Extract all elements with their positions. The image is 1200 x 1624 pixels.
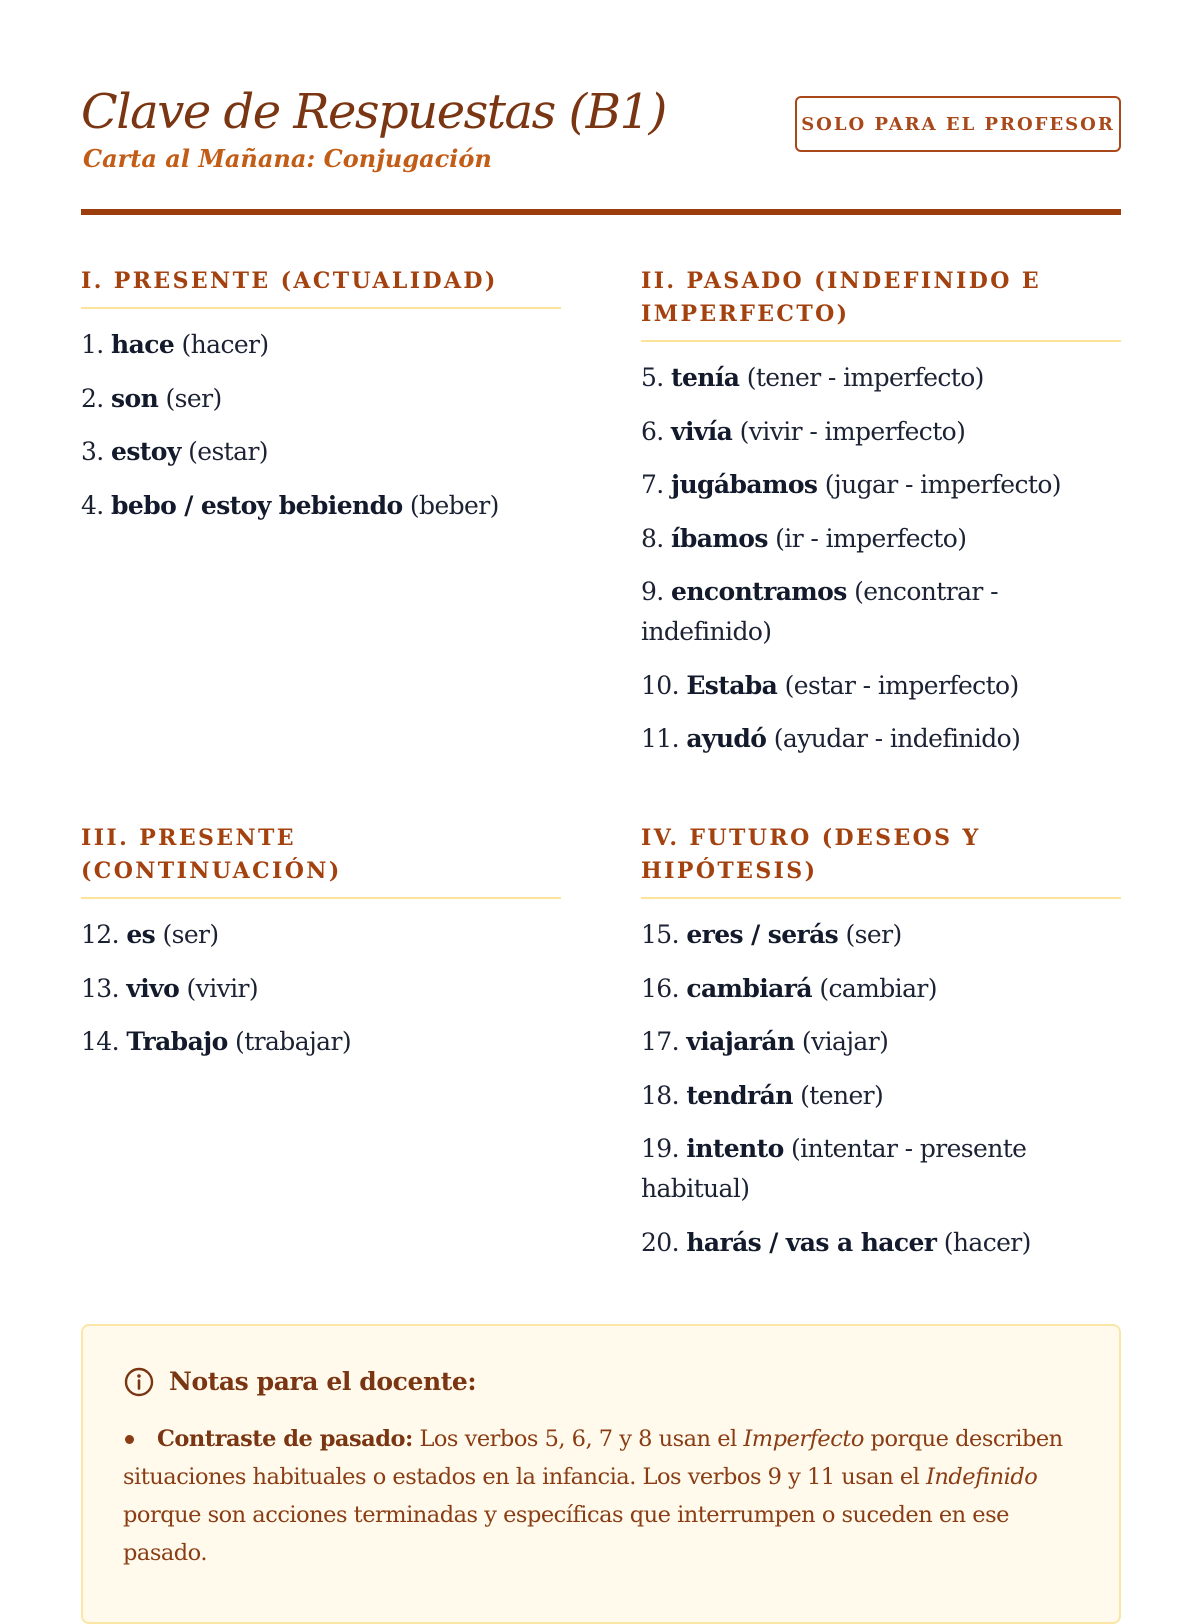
answer-verb: ayudó [686,724,767,753]
answer-item [641,719,1121,759]
answer-hint: (encontrar - indefinido) [641,577,998,646]
note-emphasis: Indefinido [926,1464,1038,1490]
answer-hint: (cambiar) [819,973,937,1003]
answer-verb: encontramos [671,577,847,606]
answer-hint: (viajar) [801,1027,889,1056]
answer-verb: vivía [671,416,733,446]
section-pasado [641,265,1121,773]
answer-item [641,1129,1121,1209]
answer-verb: eres / serás [686,920,839,949]
header-divider [81,209,1121,215]
answer-hint: (ser) [845,920,902,949]
teacher-notes [81,1324,1121,1624]
answer-verb: hace [111,330,175,359]
section-presente-actualidad [81,265,561,539]
answer-number: 13. [81,973,119,1003]
answer-hint: (estar - imperfecto) [784,670,1019,700]
answer-number: 19. [641,1134,679,1163]
section-heading: I. PRESENTE (ACTUALIDAD) [81,265,561,309]
section-presente-continuacion [81,822,561,1076]
answer-verb: jugábamos [671,470,818,499]
answer-hint: (beber) [409,490,499,520]
answer-number: 7. [641,470,664,499]
answer-number: 6. [641,416,664,446]
answer-item [641,412,1121,452]
answer-number: 20. [641,1227,679,1257]
answer-item [641,969,1121,1009]
answer-item [81,432,561,472]
answer-number: 5. [641,363,664,392]
page-title: Clave de Respuestas (B1) [81,84,666,140]
answer-number: 10. [641,670,679,700]
answer-verb: viajarán [686,1027,795,1056]
answer-verb: Trabajo [126,1027,228,1056]
note-item [123,1420,1079,1572]
info-icon [123,1366,155,1398]
note-emphasis: Imperfecto [743,1426,864,1452]
answer-item [81,486,561,526]
answer-number: 12. [81,920,119,949]
teacher-only-badge: SOLO PARA EL PROFESOR [795,96,1121,152]
header [81,78,1121,218]
page-subtitle: Carta al Mañana: Conjugación [83,144,492,173]
answer-verb: es [126,920,156,949]
answer-item [641,519,1121,559]
answer-list [641,358,1121,759]
answer-item [641,1076,1121,1116]
answer-item [641,465,1121,505]
section-heading: II. PASADO (INDEFINIDO E IMPERFECTO) [641,265,1121,342]
answer-number: 15. [641,920,679,949]
notes-header [123,1362,1079,1402]
answer-number: 1. [81,330,104,359]
note-text: Los verbos 5, 6, 7 y 8 usan el [412,1426,744,1452]
answer-item [81,325,561,365]
answer-number: 18. [641,1080,679,1110]
answer-item [81,915,561,955]
answer-item [641,666,1121,706]
answer-hint: (estar) [188,437,268,466]
answer-hint: (intentar - presente habitual) [641,1134,1027,1203]
answer-number: 3. [81,437,104,466]
section-futuro [641,822,1121,1276]
answer-hint: (tener - imperfecto) [746,363,984,392]
answer-list [81,325,561,526]
answer-verb: Estaba [686,670,778,700]
answer-verb: son [111,383,159,413]
answer-hint: (tener) [800,1080,884,1110]
note-text: porque describen situaciones habituales o estados en la infancia. Los verbos 9 y 11 usan el [123,1426,1063,1490]
answer-hint: (trabajar) [235,1027,351,1056]
answer-verb: intento [686,1134,784,1163]
answer-hint: (ayudar - indefinido) [773,724,1021,753]
answer-verb: vivo [126,973,180,1003]
answer-hint: (ser) [162,920,219,949]
answer-item [81,969,561,1009]
notes-title: Notas para el docente: [169,1367,477,1396]
answer-verb: bebo / estoy bebiendo [111,490,403,520]
answer-item [641,358,1121,398]
section-heading: III. PRESENTE (CONTINUACIÓN) [81,822,561,899]
answer-verb: tendrán [686,1080,793,1110]
answer-verb: íbamos [671,523,768,553]
answer-item [641,915,1121,955]
note-text: porque son acciones terminadas y específicas que interrumpen o suceden en ese pasado. [123,1502,1009,1566]
answer-item [81,379,561,419]
answer-list [81,915,561,1062]
bullet-icon [125,1435,134,1444]
note-label: Contraste de pasado: [157,1426,413,1452]
answer-hint: (hacer) [181,330,269,359]
answer-item [641,1223,1121,1263]
answer-verb: estoy [111,437,181,466]
answer-item [641,1022,1121,1062]
answer-hint: (ir - imperfecto) [775,523,967,553]
answer-hint: (ser) [165,383,222,413]
answer-item [81,1022,561,1062]
answer-verb: harás / vas a hacer [686,1227,937,1257]
answer-hint: (vivir - imperfecto) [739,416,966,446]
answer-number: 4. [81,490,104,520]
answer-number: 17. [641,1027,679,1056]
answer-number: 14. [81,1027,119,1056]
answer-verb: cambiará [686,973,812,1003]
answer-list [641,915,1121,1263]
answer-number: 16. [641,973,679,1003]
answer-verb: tenía [671,363,740,392]
answer-hint: (jugar - imperfecto) [824,470,1061,499]
answer-hint: (hacer) [943,1227,1031,1257]
answer-number: 8. [641,523,664,553]
answer-number: 11. [641,724,679,753]
answer-number: 2. [81,383,104,413]
answer-item [641,572,1121,652]
answer-number: 9. [641,577,664,606]
answer-hint: (vivir) [186,973,259,1003]
section-heading: IV. FUTURO (DESEOS Y HIPÓTESIS) [641,822,1121,899]
